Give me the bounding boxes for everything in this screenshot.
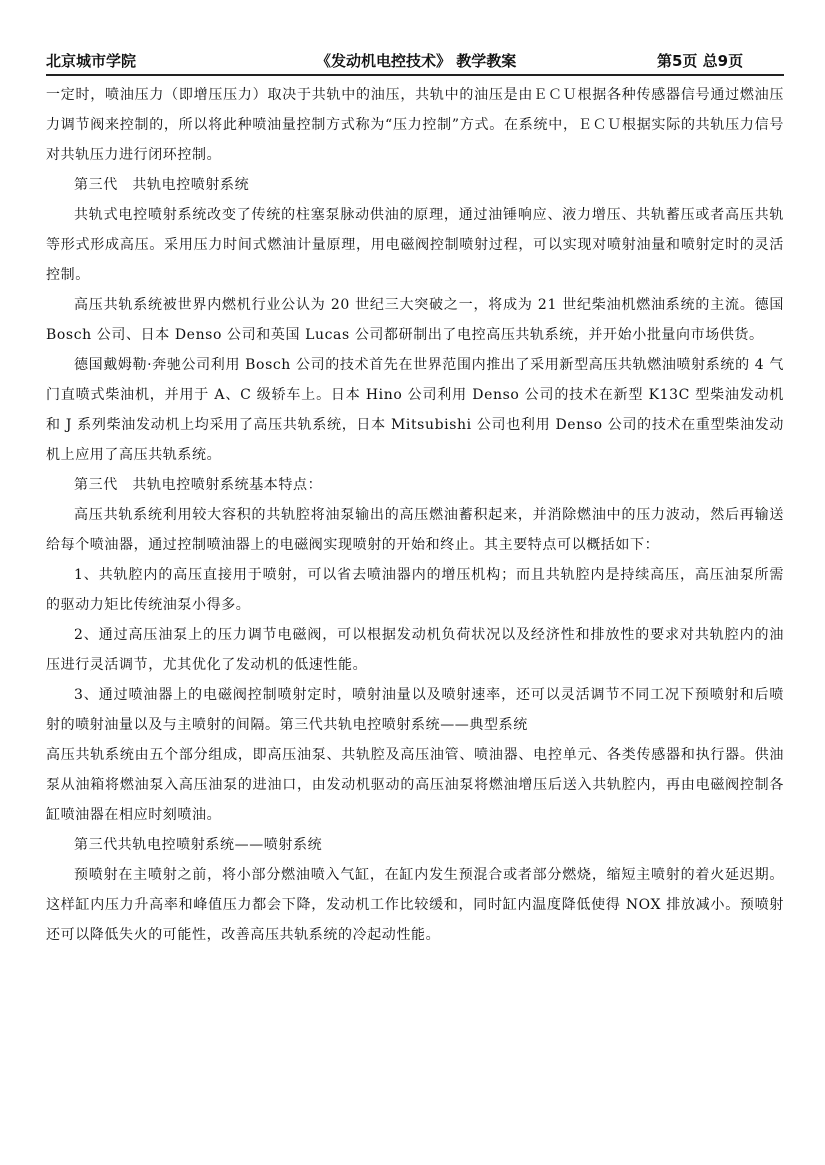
document-page — [46, 46, 784, 950]
paragraph-continuation: 一定时，喷油压力（即增压压力）取决于共轨中的油压，共轨中的油压是由ＥＣＵ根据各种传感器信号通过燃油压力调节阀来控制的，所以将此种喷油量控制方式称为“压力控制”方式。在系统中，ＥＣＵ根据实际的共轨压力信号对共轨压力进行闭环控制。 — [46, 87, 784, 163]
paragraph: 高压共轨系统被世界内燃机行业公认为 20 世纪三大突破之一，将成为 21 世纪柴油机燃油系统的主流。德国 Bosch 公司、日本 Denso 公司和英国 Lucas 公司都研制出了电控高压共轨系统，并开始小批量向市场供货。 — [46, 297, 784, 343]
paragraph: 共轨式电控喷射系统改变了传统的柱塞泵脉动供油的原理，通过油锤响应、液力增压、共轨蓄压或者高压共轨等形式形成高压。采用压力时间式燃油计量原理，用电磁阀控制喷射过程，可以实现对喷射油量和喷射定时的灵活控制。 — [46, 207, 784, 283]
paragraph: 德国戴姆勒·奔驰公司利用 Bosch 公司的技术首先在世界范围内推出了采用新型高压共轨燃油喷射系统的 4 气门直喷式柴油机，并用于 A、C 级轿车上。日本 Hino 公司利用 Denso 公司的技术在新型 K13C 型柴油发动机和 J 系列柴油发动机上均采用了高压共轨系统，日本 Mitsubishi 公司也利用 Denso 公司的技术在重型柴油发动机上应用了高压共轨系统。 — [46, 357, 784, 463]
section-heading: 第三代共轨电控喷射系统——喷射系统 — [74, 837, 323, 853]
document-body — [46, 80, 784, 950]
course-title: 《发动机电控技术》 教学教案 — [316, 52, 517, 70]
section-heading: 第三代 共轨电控喷射系统基本特点： — [74, 477, 323, 493]
page-header — [46, 46, 784, 76]
page-number: 第5页 总9页 — [657, 52, 744, 70]
list-item: 3、通过喷油器上的电磁阀控制喷射定时，喷射油量以及喷射速率，还可以灵活调节不同工况下预喷射和后喷射的喷射油量以及与主喷射的间隔。第三代共轨电控喷射系统——典型系统 — [46, 687, 784, 733]
section-heading: 第三代 共轨电控喷射系统 — [74, 177, 250, 193]
paragraph: 高压共轨系统利用较大容积的共轨腔将油泵输出的高压燃油蓄积起来，并消除燃油中的压力波动，然后再输送给每个喷油器，通过控制喷油器上的电磁阀实现喷射的开始和终止。其主要特点可以概括如下： — [46, 507, 784, 553]
paragraph: 预喷射在主喷射之前，将小部分燃油喷入气缸，在缸内发生预混合或者部分燃烧，缩短主喷射的着火延迟期。这样缸内压力升高率和峰值压力都会下降，发动机工作比较缓和，同时缸内温度降低使得 NOX 排放减小。预喷射还可以降低失火的可能性，改善高压共轨系统的冷起动性能。 — [46, 867, 784, 943]
institution-name: 北京城市学院 — [46, 52, 137, 70]
list-item: 1、共轨腔内的高压直接用于喷射，可以省去喷油器内的增压机构；而且共轨腔内是持续高压，高压油泵所需的驱动力矩比传统油泵小得多。 — [46, 567, 784, 613]
paragraph: 高压共轨系统由五个部分组成，即高压油泵、共轨腔及高压油管、喷油器、电控单元、各类传感器和执行器。供油泵从油箱将燃油泵入高压油泵的进油口，由发动机驱动的高压油泵将燃油增压后送入共轨腔内，再由电磁阀控制各缸喷油器在相应时刻喷油。 — [46, 747, 784, 823]
list-item: 2、通过高压油泵上的压力调节电磁阀，可以根据发动机负荷状况以及经济性和排放性的要求对共轨腔内的油压进行灵活调节，尤其优化了发动机的低速性能。 — [46, 627, 784, 673]
